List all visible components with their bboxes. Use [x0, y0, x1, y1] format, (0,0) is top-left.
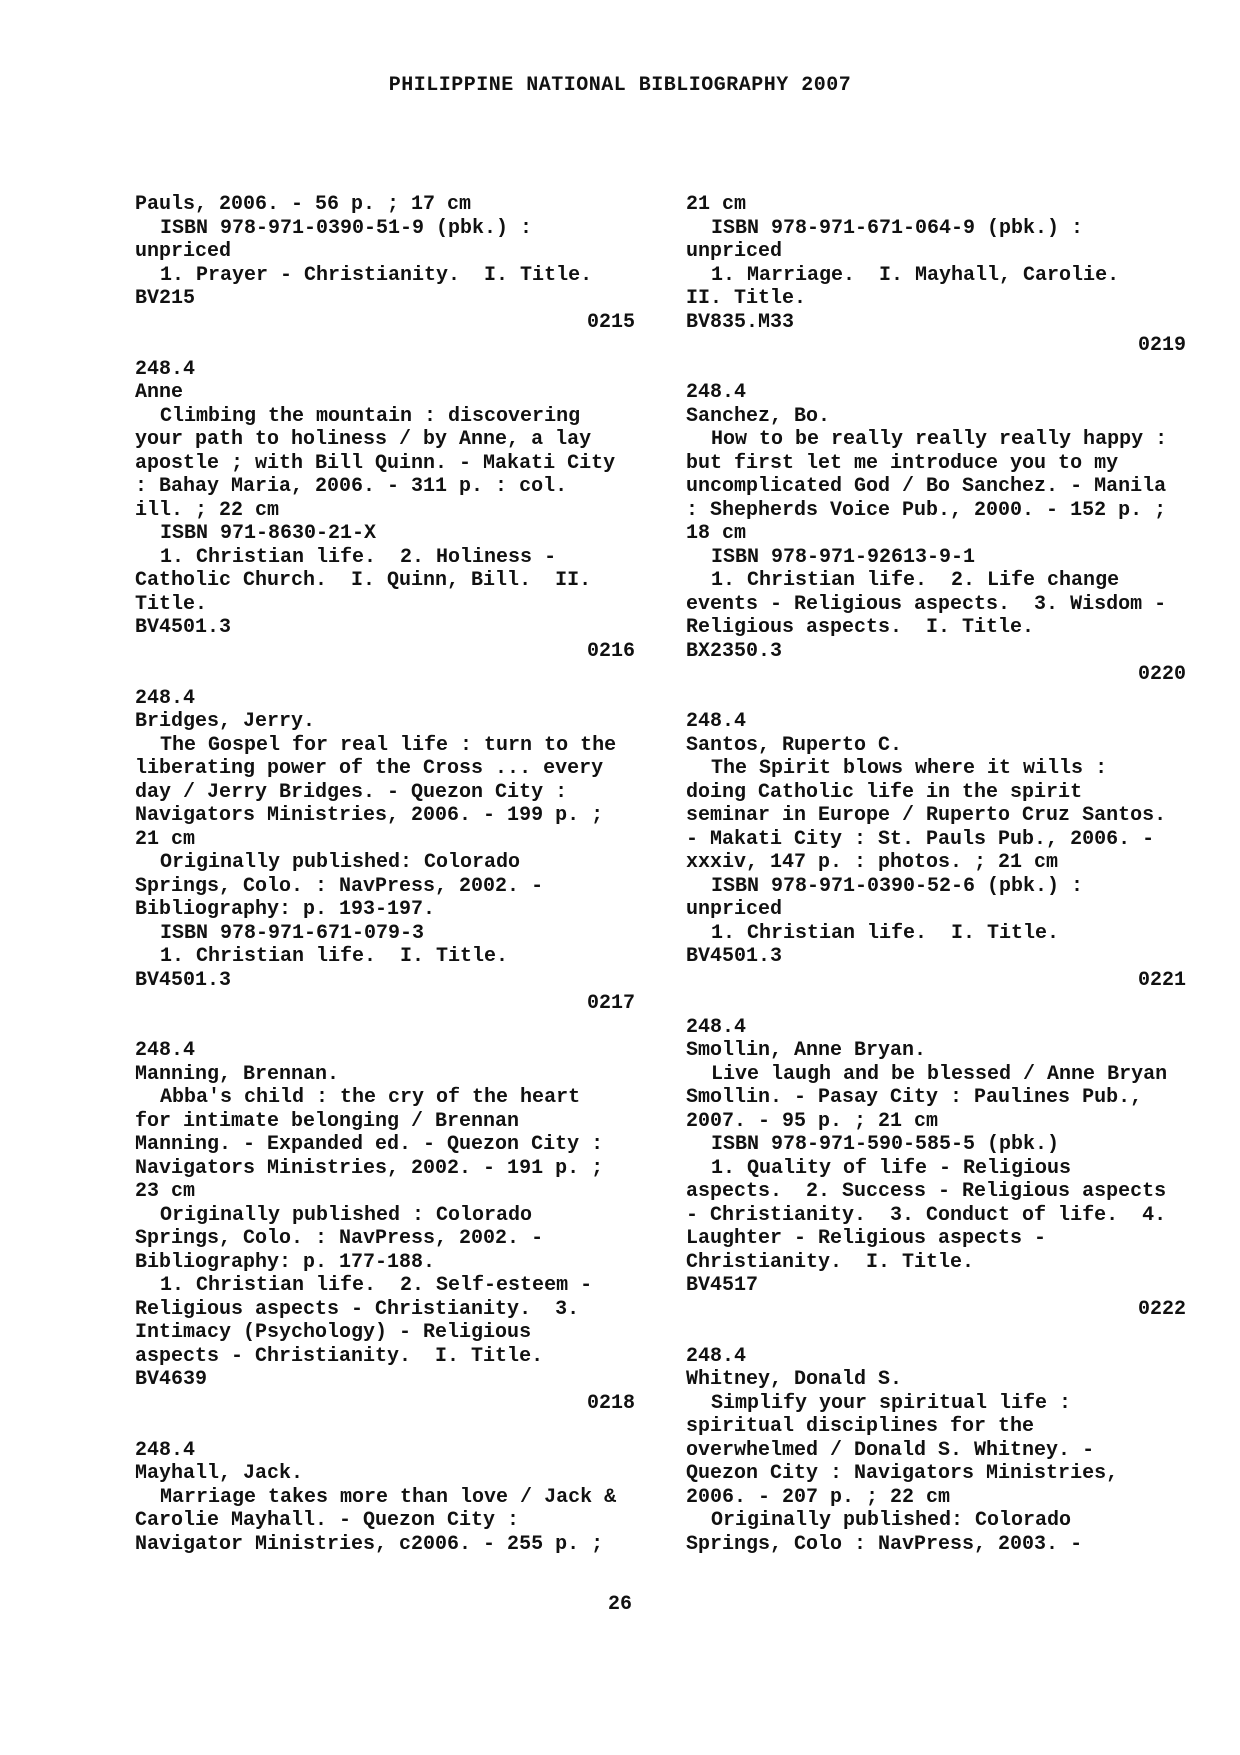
entry-line: BV215 [135, 287, 196, 310]
entry-line: Originally published: Colorado [160, 851, 521, 874]
entry-spacer [135, 334, 635, 358]
entry-line: - Makati City : St. Pauls Pub., 2006. - [686, 827, 1155, 851]
entry-line: unpriced [686, 898, 783, 921]
entry-number: 0215 [586, 310, 635, 334]
entry-spacer [686, 687, 1186, 711]
entry-line: Originally published : Colorado [160, 1203, 533, 1227]
entry-line: How to be really really really happy : [711, 428, 1168, 451]
entry-line: Climbing the mountain : discovering [160, 404, 581, 428]
entry-line: liberating power of the Cross ... every [135, 757, 604, 780]
entry-line: Springs, Colo : NavPress, 2003. - [686, 1532, 1083, 1556]
entry-line: Live laugh and be blessed / Anne Bryan [711, 1062, 1168, 1086]
entry-spacer [135, 1415, 635, 1439]
entry-line: 1. Quality of life - Religious [711, 1156, 1072, 1180]
entry-line: Navigators Ministries, 2002. - 191 p. ; [135, 1156, 604, 1180]
entry-line: Smollin, Anne Bryan. [686, 1039, 927, 1062]
entry-number: 0216 [586, 639, 635, 663]
entry-line: - Christianity. 3. Conduct of life. 4. [686, 1203, 1167, 1227]
entry-line: 248.4 [686, 381, 747, 404]
entry-line: 1. Christian life. I. Title. [160, 945, 509, 968]
running-head: PHILIPPINE NATIONAL BIBLIOGRAPHY 2007 [388, 74, 852, 97]
entry-line: ISBN 978-971-671-079-3 [160, 921, 425, 945]
entry-line: aspects - Christianity. I. Title. [135, 1344, 544, 1368]
entry-line: Title. [135, 592, 208, 616]
entry-line: ISBN 971-8630-21-X [160, 522, 377, 545]
entry-line: aspects. 2. Success - Religious aspects [686, 1180, 1167, 1203]
entry-line: 1. Christian life. 2. Self-esteem - [160, 1274, 593, 1297]
entry-line: 2007. - 95 p. ; 21 cm [686, 1109, 939, 1133]
entry-line: Abba's child : the cry of the heart [160, 1086, 581, 1109]
entry-line: uncomplicated God / Bo Sanchez. - Manila [686, 475, 1167, 498]
entry-line: for intimate belonging / Brennan [135, 1109, 520, 1133]
entry-line: BV835.M33 [686, 310, 795, 334]
entry-line: The Gospel for real life : turn to the [160, 733, 617, 757]
entry-line: 248.4 [135, 1438, 196, 1462]
entry-line: day / Jerry Bridges. - Quezon City : [135, 780, 568, 804]
entry-line: 248.4 [686, 710, 747, 733]
entry-line: Springs, Colo. : NavPress, 2002. - [135, 1227, 544, 1250]
entry-line: unpriced [686, 240, 783, 263]
entry-line: Religious aspects - Christianity. 3. [135, 1297, 580, 1321]
entry-line: Manning. - Expanded ed. - Quezon City : [135, 1133, 604, 1156]
entry-line: 248.4 [135, 1039, 196, 1062]
entry-line: seminar in Europe / Ruperto Cruz Santos. [686, 804, 1167, 827]
entry-line: 248.4 [686, 1344, 747, 1368]
entry-line: BX2350.3 [686, 639, 783, 663]
entry-line: BV4517 [686, 1274, 759, 1297]
entry-line: overwhelmed / Donald S. Whitney. - [686, 1438, 1095, 1462]
entry-line: your path to holiness / by Anne, a lay [135, 428, 592, 451]
entry-line: ISBN 978-971-0390-52-6 (pbk.) : [711, 874, 1084, 898]
right-column [686, 193, 1186, 1556]
entry-line: : Bahay Maria, 2006. - 311 p. : col. [135, 475, 568, 498]
entry-line: Marriage takes more than love / Jack & [160, 1485, 617, 1509]
entry-line: 18 cm [686, 522, 747, 545]
entry-line: Manning, Brennan. [135, 1062, 340, 1086]
entry-line: ISBN 978-971-0390-51-9 (pbk.) : [160, 216, 533, 240]
entry-line: Originally published: Colorado [711, 1509, 1072, 1532]
entry-line: 1. Christian life. 2. Life change [711, 569, 1120, 592]
entry-number: 0219 [1137, 334, 1186, 357]
entry-line: but first let me introduce you to my [686, 451, 1119, 475]
entry-line: Anne [135, 381, 184, 404]
entry-line: 1. Marriage. I. Mayhall, Carolie. [711, 263, 1120, 287]
entry-line: xxxiv, 147 p. : photos. ; 21 cm [686, 851, 1059, 874]
entry-spacer [135, 663, 635, 687]
left-column [135, 193, 635, 1556]
entry-line: unpriced [135, 240, 232, 263]
entry-line: doing Catholic life in the spirit [686, 780, 1083, 804]
entry-line: BV4639 [135, 1368, 208, 1391]
entry-line: Religious aspects. I. Title. [686, 616, 1035, 639]
entry-line: Bibliography: p. 193-197. [135, 898, 436, 921]
entry-line: Pauls, 2006. - 56 p. ; 17 cm [135, 193, 472, 216]
entry-line: Sanchez, Bo. [686, 404, 831, 428]
entry-line: Navigators Ministries, 2006. - 199 p. ; [135, 804, 604, 827]
entry-line: 1. Prayer - Christianity. I. Title. [160, 263, 593, 287]
entry-spacer [135, 1016, 635, 1040]
entry-line: Christianity. I. Title. [686, 1250, 975, 1274]
entry-line: 248.4 [686, 1015, 747, 1039]
entry-number: 0218 [586, 1391, 635, 1415]
entry-number: 0221 [1137, 968, 1186, 992]
entry-line: apostle ; with Bill Quinn. - Makati City [135, 451, 616, 475]
entry-number: 0217 [586, 992, 635, 1015]
entry-line: 1. Christian life. I. Title. [711, 921, 1060, 945]
page-number: 26 [607, 1593, 632, 1616]
entry-line: Mayhall, Jack. [135, 1462, 304, 1485]
entry-line: BV4501.3 [135, 616, 232, 639]
entry-line: Catholic Church. I. Quinn, Bill. II. [135, 569, 592, 592]
entry-line: : Shepherds Voice Pub., 2000. - 152 p. ; [686, 498, 1167, 522]
entry-line: Santos, Ruperto C. [686, 733, 903, 757]
entry-line: 21 cm [686, 193, 747, 216]
entry-line: BV4501.3 [135, 968, 232, 992]
entry-line: Bridges, Jerry. [135, 710, 316, 733]
entry-number: 0220 [1137, 663, 1186, 686]
entry-line: ISBN 978-971-92613-9-1 [711, 545, 976, 569]
entry-line: 21 cm [135, 827, 196, 851]
entry-line: BV4501.3 [686, 945, 783, 968]
entry-line: II. Title. [686, 287, 807, 310]
entry-spacer [686, 358, 1186, 382]
entry-number: 0222 [1137, 1297, 1186, 1321]
entry-line: Simplify your spiritual life : [711, 1391, 1072, 1415]
entry-line: 2006. - 207 p. ; 22 cm [686, 1485, 951, 1509]
entry-spacer [686, 992, 1186, 1016]
entry-line: 1. Christian life. 2. Holiness - [160, 545, 557, 569]
entry-line: Whitney, Donald S. [686, 1368, 903, 1391]
entry-line: 248.4 [135, 357, 196, 381]
entry-line: The Spirit blows where it wills : [711, 757, 1108, 780]
entry-line: Quezon City : Navigators Ministries, [686, 1462, 1119, 1485]
entry-line: Smollin. - Pasay City : Paulines Pub., [686, 1086, 1143, 1109]
entry-line: events - Religious aspects. 3. Wisdom - [686, 592, 1167, 616]
entry-line: Carolie Mayhall. - Quezon City : [135, 1509, 520, 1532]
entry-line: 23 cm [135, 1180, 196, 1203]
entry-line: Navigator Ministries, c2006. - 255 p. ; [135, 1532, 604, 1556]
entry-line: 248.4 [135, 686, 196, 710]
entry-line: Bibliography: p. 177-188. [135, 1250, 436, 1274]
entry-line: ISBN 978-971-671-064-9 (pbk.) : [711, 216, 1084, 240]
entry-line: ISBN 978-971-590-585-5 (pbk.) [711, 1133, 1060, 1156]
entry-line: ill. ; 22 cm [135, 498, 280, 522]
entry-line: Springs, Colo. : NavPress, 2002. - [135, 874, 544, 898]
entry-spacer [686, 1321, 1186, 1345]
entry-line: spiritual disciplines for the [686, 1415, 1035, 1438]
entry-line: Laughter - Religious aspects - [686, 1227, 1047, 1250]
entry-line: Intimacy (Psychology) - Religious [135, 1321, 532, 1344]
